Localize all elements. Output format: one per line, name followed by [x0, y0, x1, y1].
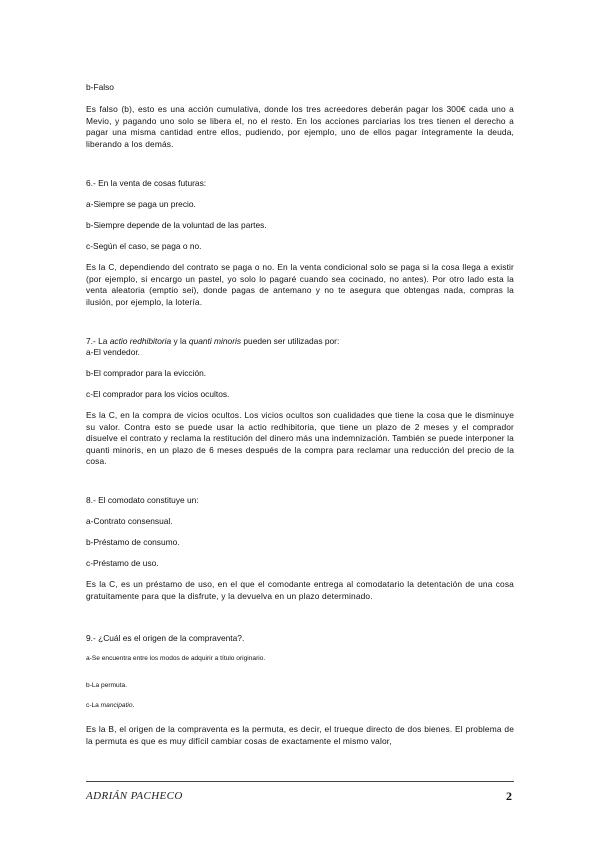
q8-option-a: a-Contrato consensual. — [86, 516, 173, 526]
q9-option-c — [86, 700, 514, 712]
q8-option-b: b-Préstamo de consumo. — [86, 537, 180, 547]
footer-author: ADRIÁN PACHECO — [86, 790, 183, 802]
q7-term-quanti: quanti minoris — [188, 336, 242, 346]
q6-option-b: b-Siempre depende de la voluntad de las partes. — [86, 220, 267, 230]
q8-question: 8.- El comodato constituye un: — [86, 495, 199, 505]
footer-divider — [86, 781, 514, 782]
q9-option-a: a-Se encuentra entre los modos de adquirir a título originario. — [86, 655, 266, 662]
q7-question-suffix: pueden ser utilizadas por: — [243, 336, 340, 346]
q6-explanation: Es la C, dependiendo del contrato se paga o no. En la venta condicional solo se paga si la cosa llega a existir (por ejemplo, si encargo un pastel, yo solo lo pagaré cuando sea cocinado, no antes). Por otro lado esta la venta aleatoria (emptio sei), donde pagas de antemano y no te asegura que obtengas nada, compras la ilusión, por ejemplo, la lotería. — [86, 262, 514, 307]
q7-term-actio: actio redhibitoria — [109, 336, 172, 346]
q9-question: 9.- ¿Cuál es el origen de la compraventa?. — [86, 633, 245, 643]
q6-question: 6.- En la venta de cosas futuras: — [86, 178, 207, 188]
q7-option-c: c-El comprador para los vicios ocultos. — [86, 389, 230, 399]
q7-question — [86, 336, 514, 348]
q6-option-c: c-Según el caso, se paga o no. — [86, 241, 202, 251]
q7-explanation: Es la C, en la compra de vicios ocultos. Los vicios ocultos son cualidades que tiene la cosa que le disminuye su valor. Contra esto se puede usar la actio redhibitoria, que tiene un plazo de 2 meses y el comprador disuelve el contrato y reclama la restitución del dinero más una indemnización. También se puede interponer la quanti minoris, en un plazo de 6 meses después de la compra para reclamar una reducción del precio de la cosa. — [86, 410, 514, 467]
q7-option-a: a-El vendedor. — [86, 347, 141, 357]
q9-option-c-suffix: . — [132, 702, 135, 709]
q6-option-a: a-Siempre se paga un precio. — [86, 199, 196, 209]
q7-question-mid: y la — [173, 336, 187, 346]
q7-question-prefix: 7.- La — [86, 336, 108, 346]
q9-option-c-prefix: c-La — [86, 702, 99, 709]
q9-term-mancipatio: mancipatio — [100, 702, 133, 709]
q8-explanation: Es la C, es un préstamo de uso, en el que el comodante entrega al comodatario la detentación de una cosa gratuitamente para que la disfrute, y la devuelva en un plazo determinado. — [86, 579, 514, 601]
q7-option-b: b-El comprador para la evicción. — [86, 368, 207, 378]
q8-option-c: c-Préstamo de uso. — [86, 558, 159, 568]
q5-explanation: Es falso (b), esto es una acción cumulativa, donde los tres acreedores deberán pagar los 300€ cada uno a Mevio, y pagando uno solo se libera el, no el resto. En los acciones parciarias los tres tienen el derecho a pagar una misma cantidad entre ellos, pudiendo, por ejemplo, uno de ellos pagar íntegramente la deuda, liberando a los demás. — [86, 104, 514, 149]
q9-option-b: b-La permuta. — [86, 682, 128, 689]
q9-explanation: Es la B, el origen de la compraventa es la permuta, es decir, el trueque directo de dos bienes. El problema de la permuta es que es muy difícil cambiar cosas de exactamente el mismo valor, — [86, 724, 514, 746]
q5-answer-option: b-Falso — [86, 82, 114, 92]
footer-page-number: 2 — [506, 789, 512, 803]
